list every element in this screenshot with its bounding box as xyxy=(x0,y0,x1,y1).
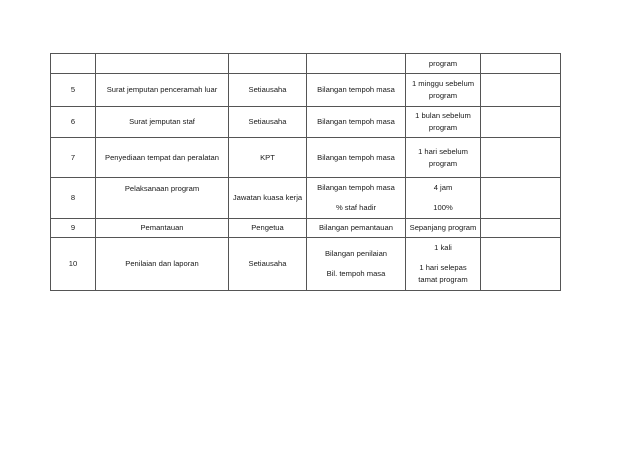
table-row xyxy=(51,178,561,219)
cell-no: 9 xyxy=(51,219,96,238)
cell-activity: Surat jemputan penceramah luar xyxy=(96,74,229,107)
table-row xyxy=(51,238,561,291)
cell-target xyxy=(406,107,481,138)
cell-responsible: KPT xyxy=(229,138,307,178)
cell-no: 5 xyxy=(51,74,96,107)
cell-no: 6 xyxy=(51,107,96,138)
target-line: program xyxy=(428,158,458,168)
measure-line: % staf hadir xyxy=(335,203,377,212)
cell-responsible: Jawatan kuasa kerja xyxy=(229,178,307,219)
cell-activity: Pemantauan xyxy=(96,219,229,238)
cell-empty xyxy=(481,138,561,178)
cell-target xyxy=(406,178,481,219)
target-line: 1 kali xyxy=(434,243,452,252)
cell-empty xyxy=(481,107,561,138)
table-row xyxy=(51,54,561,74)
cell-measure xyxy=(307,54,406,74)
cell-responsible: Pengetua xyxy=(229,219,307,238)
cell-activity: Penyediaan tempat dan peralatan xyxy=(96,138,229,178)
target-line: 1 minggu sebelum xyxy=(411,79,475,88)
cell-measure: Bilangan tempoh masa xyxy=(307,74,406,107)
cell-empty xyxy=(481,178,561,219)
cell-activity xyxy=(96,54,229,74)
target-line: tamat program xyxy=(418,275,468,284)
cell-measure xyxy=(307,178,406,219)
cell-target xyxy=(406,138,481,178)
cell-measure: Bilangan tempoh masa xyxy=(307,138,406,178)
target-line: program xyxy=(428,123,458,132)
table-row xyxy=(51,74,561,107)
target-line: 1 bulan sebelum xyxy=(415,111,471,120)
cell-target: Sepanjang program xyxy=(406,219,481,238)
cell-no: 10 xyxy=(51,238,96,291)
target-line: 100% xyxy=(433,203,453,212)
cell-no: 8 xyxy=(51,178,96,219)
activity-table xyxy=(50,53,561,291)
cell-responsible xyxy=(229,54,307,74)
cell-target xyxy=(406,238,481,291)
cell-empty xyxy=(481,238,561,291)
target-line: 1 hari sebelum xyxy=(418,146,468,156)
cell-empty xyxy=(481,54,561,74)
measure-line: Bilangan penilaian xyxy=(324,249,388,258)
cell-no: 7 xyxy=(51,138,96,178)
measure-line: Bil. tempoh masa xyxy=(326,269,386,278)
table-row xyxy=(51,219,561,238)
measure-line: Bilangan tempoh masa xyxy=(317,183,395,192)
cell-target xyxy=(406,74,481,107)
target-line: 1 hari selepas xyxy=(419,263,467,272)
cell-empty xyxy=(481,219,561,238)
cell-activity: Pelaksanaan program xyxy=(96,178,229,219)
target-line: program xyxy=(428,91,458,100)
cell-measure: Bilangan pemantauan xyxy=(307,219,406,238)
cell-empty xyxy=(481,74,561,107)
cell-measure xyxy=(307,238,406,291)
cell-responsible: Setiausaha xyxy=(229,107,307,138)
cell-activity: Penilaian dan laporan xyxy=(96,238,229,291)
target-line: 4 jam xyxy=(433,183,453,192)
cell-target: program xyxy=(406,54,481,74)
table-row xyxy=(51,138,561,178)
cell-activity: Surat jemputan staf xyxy=(96,107,229,138)
table-row xyxy=(51,107,561,138)
cell-measure: Bilangan tempoh masa xyxy=(307,107,406,138)
cell-responsible: Setiausaha xyxy=(229,238,307,291)
cell-no xyxy=(51,54,96,74)
cell-responsible: Setiausaha xyxy=(229,74,307,107)
